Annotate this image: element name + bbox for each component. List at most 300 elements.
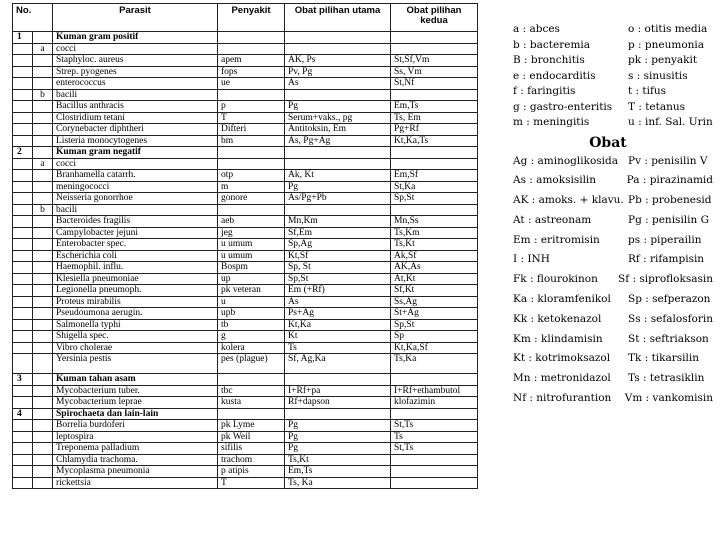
drug-code-entry-left: Em : eritromisin — [513, 233, 600, 246]
cell-second-drug: Ts,Ka — [391, 354, 478, 374]
disease-code-entry-left: b : bacteremia — [513, 38, 591, 51]
table-row — [13, 147, 478, 159]
cell-disease: gonore — [218, 193, 285, 205]
cell-second-drug: Ts,Kt — [391, 239, 478, 251]
table-row — [13, 354, 478, 374]
table-row — [13, 285, 478, 297]
drug-code-entry-right: Ts : tetrasiklin — [628, 372, 705, 385]
cell-parasite: Kuman gram negatif — [53, 147, 218, 159]
cell-number — [13, 250, 33, 262]
cell-parasite: Legionella pneumoph. — [53, 285, 218, 297]
table-row — [13, 55, 478, 67]
cell-subgroup — [33, 170, 53, 182]
table-row — [13, 273, 478, 285]
cell-second-drug: Sp,St — [391, 319, 478, 331]
cell-disease: jeg — [218, 227, 285, 239]
drug-code-list — [513, 154, 713, 411]
drug-code-entry — [513, 193, 713, 213]
cell-number — [13, 193, 33, 205]
drug-code-entry — [513, 292, 713, 312]
cell-second-drug — [391, 466, 478, 478]
table-row — [13, 374, 478, 386]
cell-number — [13, 262, 33, 274]
cell-subgroup — [33, 135, 53, 147]
cell-disease: bm — [218, 135, 285, 147]
table-row — [13, 342, 478, 354]
drug-code-entry-right: Sf : siprofloksasin — [618, 273, 713, 286]
cell-subgroup — [33, 227, 53, 239]
cell-main-drug: Ts, Ka — [285, 477, 391, 489]
cell-number — [13, 239, 33, 251]
table-row — [13, 319, 478, 331]
cell-second-drug — [391, 89, 478, 101]
header-disease: Penyakit — [218, 4, 285, 32]
disease-code-entry-right: u : inf. Sal. Urin — [628, 116, 713, 128]
table-row — [13, 262, 478, 274]
cell-disease: pes (plague) — [218, 354, 285, 374]
cell-disease — [218, 374, 285, 386]
cell-subgroup — [33, 385, 53, 397]
cell-subgroup — [33, 397, 53, 409]
cell-disease: pk Lyme — [218, 420, 285, 432]
cell-disease — [218, 89, 285, 101]
cell-subgroup — [33, 124, 53, 136]
disease-code-entry-left: m : meningitis — [513, 116, 590, 128]
cell-disease: tb — [218, 319, 285, 331]
cell-disease: upb — [218, 308, 285, 320]
drug-code-entry-right: Pb : probenesid — [628, 194, 712, 207]
cell-subgroup — [33, 319, 53, 331]
drug-code-entry-left: Ag : aminoglikosida — [513, 154, 619, 167]
cell-main-drug: Ps+Ag — [285, 308, 391, 320]
drug-code-entry-right: St : seftriakson — [628, 332, 709, 345]
cell-number — [13, 397, 33, 409]
cell-second-drug: I+Rf+ethambutol — [391, 385, 478, 397]
cell-number — [13, 431, 33, 443]
cell-number: 2 — [13, 147, 33, 159]
cell-parasite: bacili — [53, 89, 218, 101]
cell-second-drug — [391, 454, 478, 466]
cell-main-drug: Em (+Rf) — [285, 285, 391, 297]
drug-code-entry — [513, 252, 713, 272]
drug-code-entry — [513, 213, 713, 233]
cell-disease: fops — [218, 66, 285, 78]
cell-subgroup — [33, 443, 53, 455]
drug-code-entry-left: At : astreonam — [513, 213, 592, 226]
cell-disease: up — [218, 273, 285, 285]
cell-subgroup — [33, 273, 53, 285]
cell-number — [13, 331, 33, 343]
cell-parasite: Chlamydia trachoma. — [53, 454, 218, 466]
table-row — [13, 135, 478, 147]
cell-disease: T — [218, 112, 285, 124]
cell-subgroup — [33, 181, 53, 193]
cell-second-drug: AK,As — [391, 262, 478, 274]
table-row — [13, 408, 478, 420]
table-row — [13, 385, 478, 397]
cell-parasite: Mycobacterium leprae — [53, 397, 218, 409]
cell-disease: pk veteran — [218, 285, 285, 297]
cell-number — [13, 443, 33, 455]
cell-disease: m — [218, 181, 285, 193]
cell-main-drug: AK, Ps — [285, 55, 391, 67]
cell-subgroup: b — [33, 89, 53, 101]
cell-main-drug: As, Pg+Ag — [285, 135, 391, 147]
cell-number — [13, 319, 33, 331]
cell-parasite: Listeria monocytogenes — [53, 135, 218, 147]
cell-number — [13, 466, 33, 478]
cell-number — [13, 342, 33, 354]
cell-disease: kusta — [218, 397, 285, 409]
cell-subgroup — [33, 32, 53, 44]
cell-second-drug: Kt,Ka,Sf — [391, 342, 478, 354]
drug-code-entry — [513, 371, 713, 391]
table-row — [13, 466, 478, 478]
cell-second-drug — [391, 147, 478, 159]
cell-number — [13, 124, 33, 136]
cell-second-drug: Ts, Em — [391, 112, 478, 124]
cell-number — [13, 135, 33, 147]
drug-code-entry-left: I : INH — [513, 253, 550, 266]
table-row — [13, 112, 478, 124]
cell-subgroup — [33, 331, 53, 343]
cell-parasite: Branhamella catarrh. — [53, 170, 218, 182]
cell-main-drug: Sf, Ag,Ka — [285, 354, 391, 374]
disease-code-entry-left: e : endocarditis — [513, 69, 596, 82]
cell-main-drug — [285, 89, 391, 101]
cell-parasite: Corynebacter diphtheri — [53, 124, 218, 136]
cell-number — [13, 78, 33, 90]
cell-subgroup — [33, 354, 53, 374]
cell-second-drug: St+Ag — [391, 308, 478, 320]
drug-code-entry-left: Kk : ketokenazol — [513, 312, 602, 325]
cell-disease — [218, 408, 285, 420]
cell-subgroup: b — [33, 204, 53, 216]
table-row — [13, 397, 478, 409]
cell-second-drug — [391, 408, 478, 420]
cell-second-drug: St,Sf,Vm — [391, 55, 478, 67]
cell-second-drug: Ts — [391, 431, 478, 443]
cell-second-drug: Em,Ts — [391, 101, 478, 113]
cell-second-drug: Mn,Ss — [391, 216, 478, 228]
cell-parasite: cocci — [53, 43, 218, 55]
table-row — [13, 181, 478, 193]
cell-subgroup — [33, 78, 53, 90]
cell-second-drug: klofazimin — [391, 397, 478, 409]
cell-subgroup — [33, 193, 53, 205]
cell-parasite: Salmonella typhi — [53, 319, 218, 331]
cell-second-drug — [391, 43, 478, 55]
cell-parasite: Escherichia coli — [53, 250, 218, 262]
cell-number — [13, 101, 33, 113]
cell-second-drug — [391, 158, 478, 170]
drug-code-entry-left: AK : amoks. + klavu. — [513, 194, 624, 207]
cell-main-drug: Rf+dapson — [285, 397, 391, 409]
cell-subgroup — [33, 308, 53, 320]
cell-subgroup — [33, 262, 53, 274]
cell-main-drug: Pg — [285, 431, 391, 443]
cell-subgroup — [33, 239, 53, 251]
table-row — [13, 89, 478, 101]
cell-disease — [218, 158, 285, 170]
disease-code-entry-right: o : otitis media — [628, 23, 708, 35]
cell-disease: sifilis — [218, 443, 285, 455]
disease-code-entry — [513, 70, 713, 86]
cell-second-drug: St,Ts — [391, 420, 478, 432]
cell-number — [13, 385, 33, 397]
table-row — [13, 239, 478, 251]
cell-main-drug — [285, 408, 391, 420]
cell-main-drug — [285, 204, 391, 216]
table-row — [13, 227, 478, 239]
cell-parasite: Haemophil. influ. — [53, 262, 218, 274]
drug-code-entry — [513, 233, 713, 253]
cell-second-drug — [391, 374, 478, 386]
cell-subgroup — [33, 101, 53, 113]
cell-disease: otp — [218, 170, 285, 182]
cell-disease: trachom — [218, 454, 285, 466]
cell-number — [13, 420, 33, 432]
cell-parasite: leptospira — [53, 431, 218, 443]
cell-second-drug — [391, 477, 478, 489]
cell-second-drug: Kt,Ka,Ts — [391, 135, 478, 147]
cell-number: 1 — [13, 32, 33, 44]
cell-disease: kolera — [218, 342, 285, 354]
cell-parasite: Neisseria gonorrhoe — [53, 193, 218, 205]
cell-number — [13, 354, 33, 374]
cell-main-drug — [285, 32, 391, 44]
table-row — [13, 66, 478, 78]
disease-code-entry — [513, 101, 713, 117]
drug-code-entry-right: Sp : sefperazon — [628, 293, 711, 306]
cell-main-drug: Pg — [285, 181, 391, 193]
cell-main-drug: Sp,St — [285, 273, 391, 285]
disease-code-entry-right: p : pneumonia — [628, 38, 705, 51]
drug-code-entry — [513, 332, 713, 352]
cell-parasite: Mycoplasma pneumonia — [53, 466, 218, 478]
cell-disease: p atipis — [218, 466, 285, 478]
header-second-drug: Obat pilihan kedua — [391, 4, 478, 32]
cell-parasite: Mycobacterium tuber. — [53, 385, 218, 397]
disease-code-entry — [513, 54, 713, 70]
cell-number — [13, 216, 33, 228]
cell-main-drug — [285, 158, 391, 170]
cell-subgroup — [33, 55, 53, 67]
cell-main-drug: Kt,Sf — [285, 250, 391, 262]
cell-parasite: Staphyloc. aureus — [53, 55, 218, 67]
cell-subgroup: a — [33, 43, 53, 55]
table-row — [13, 78, 478, 90]
cell-second-drug: Em,Sf — [391, 170, 478, 182]
header-parasite: Parasit — [53, 4, 218, 32]
cell-parasite: Campylobacter jejuni — [53, 227, 218, 239]
cell-main-drug: Kt,Ka — [285, 319, 391, 331]
cell-main-drug: Mn,Km — [285, 216, 391, 228]
disease-code-entry-left: a : abces — [513, 23, 560, 35]
cell-disease — [218, 43, 285, 55]
cell-disease: Difteri — [218, 124, 285, 136]
cell-subgroup: a — [33, 158, 53, 170]
cell-parasite: Enterobacter spec. — [53, 239, 218, 251]
drug-code-entry-left: Ka : kloramfenikol — [513, 293, 611, 306]
table-row — [13, 296, 478, 308]
cell-subgroup — [33, 466, 53, 478]
cell-number — [13, 66, 33, 78]
cell-number — [13, 89, 33, 101]
cell-disease: g — [218, 331, 285, 343]
cell-disease: u umum — [218, 250, 285, 262]
cell-main-drug: Sp, St — [285, 262, 391, 274]
disease-code-list — [513, 23, 713, 132]
cell-second-drug: Ak,Sf — [391, 250, 478, 262]
cell-number — [13, 227, 33, 239]
disease-code-entry-right: t : tifus — [628, 85, 667, 97]
table-body — [13, 32, 478, 489]
drug-code-entry-left: Km : klindamisin — [513, 332, 603, 345]
cell-main-drug — [285, 43, 391, 55]
cell-disease: T — [218, 477, 285, 489]
disease-code-entry-left: g : gastro-enteritis — [513, 100, 613, 113]
cell-parasite: Vibro cholerae — [53, 342, 218, 354]
cell-main-drug: Ts — [285, 342, 391, 354]
cell-number: 4 — [13, 408, 33, 420]
cell-main-drug: As/Pg+Pb — [285, 193, 391, 205]
drug-code-entry — [513, 272, 713, 292]
cell-parasite: Klesiella pneumoniae — [53, 273, 218, 285]
cell-number — [13, 55, 33, 67]
cell-disease: u umum — [218, 239, 285, 251]
cell-subgroup — [33, 285, 53, 297]
cell-disease — [218, 32, 285, 44]
cell-parasite: Treponema palladium — [53, 443, 218, 455]
cell-main-drug: Pg — [285, 420, 391, 432]
disease-code-entry — [513, 116, 713, 132]
cell-parasite: Pseudoumona aerugin. — [53, 308, 218, 320]
drug-code-entry-left: As : amoksisilin — [513, 174, 597, 187]
cell-second-drug: Sp,St — [391, 193, 478, 205]
disease-code-entry-right: s : sinusitis — [628, 69, 688, 82]
cell-main-drug: Em,Ts — [285, 466, 391, 478]
cell-second-drug: Ts,Km — [391, 227, 478, 239]
cell-main-drug: As — [285, 296, 391, 308]
cell-number — [13, 112, 33, 124]
cell-disease: aeb — [218, 216, 285, 228]
cell-parasite: Bacillus anthracis — [53, 101, 218, 113]
table-row — [13, 101, 478, 113]
cell-second-drug: Ss,Ag — [391, 296, 478, 308]
cell-subgroup — [33, 250, 53, 262]
table-row — [13, 216, 478, 228]
cell-main-drug: Ak, Kt — [285, 170, 391, 182]
drug-code-entry — [513, 351, 713, 371]
cell-number — [13, 204, 33, 216]
drug-code-entry-right: Pg : penisilin G — [628, 213, 710, 226]
cell-parasite: cocci — [53, 158, 218, 170]
cell-main-drug: Serum+vaks., pg — [285, 112, 391, 124]
table-row — [13, 477, 478, 489]
drug-code-entry-left: Kt : kotrimoksazol — [513, 352, 611, 365]
cell-disease — [218, 147, 285, 159]
cell-second-drug: At,Kt — [391, 273, 478, 285]
cell-subgroup — [33, 431, 53, 443]
cell-second-drug: St,Ts — [391, 443, 478, 455]
cell-parasite: Borrelia burdoferi — [53, 420, 218, 432]
cell-disease — [218, 204, 285, 216]
disease-code-entry — [513, 85, 713, 101]
cell-second-drug: Pg+Rf — [391, 124, 478, 136]
drug-code-entry-right: Ss : sefalosforin — [628, 312, 713, 325]
drug-code-entry-left: Mn : metronidazol — [513, 372, 611, 385]
cell-second-drug: Sf,Kt — [391, 285, 478, 297]
cell-main-drug: Pg — [285, 443, 391, 455]
drug-code-entry — [513, 391, 713, 411]
cell-parasite: enterococcus — [53, 78, 218, 90]
table-row — [13, 443, 478, 455]
table-row — [13, 158, 478, 170]
table-header-row — [13, 4, 478, 32]
table-row — [13, 420, 478, 432]
cell-parasite: Strep. pyogenes — [53, 66, 218, 78]
cell-disease: u — [218, 296, 285, 308]
cell-second-drug: St,Ka — [391, 181, 478, 193]
abbreviation-legend — [513, 23, 713, 411]
table-row — [13, 454, 478, 466]
cell-number — [13, 158, 33, 170]
cell-subgroup — [33, 342, 53, 354]
cell-disease: tbc — [218, 385, 285, 397]
cell-number — [13, 181, 33, 193]
drug-code-entry — [513, 173, 713, 193]
cell-subgroup — [33, 374, 53, 386]
cell-main-drug — [285, 374, 391, 386]
cell-main-drug: Kt — [285, 331, 391, 343]
table-row — [13, 193, 478, 205]
cell-number — [13, 273, 33, 285]
parasite-drug-table-container — [12, 3, 477, 489]
table-row — [13, 204, 478, 216]
cell-second-drug: Ss, Vm — [391, 66, 478, 78]
cell-main-drug: Pv, Pg — [285, 66, 391, 78]
cell-parasite: Spirochaeta dan lain-lain — [53, 408, 218, 420]
cell-number — [13, 43, 33, 55]
parasite-drug-table — [12, 3, 478, 489]
cell-main-drug: Pg — [285, 101, 391, 113]
cell-subgroup — [33, 112, 53, 124]
cell-subgroup — [33, 147, 53, 159]
drug-code-entry-right: Rf : rifampisin — [628, 253, 705, 266]
cell-main-drug: Ts,Kt — [285, 454, 391, 466]
drug-legend-heading: Obat — [589, 134, 627, 151]
cell-number — [13, 308, 33, 320]
cell-main-drug: As — [285, 78, 391, 90]
cell-disease: Bospm — [218, 262, 285, 274]
cell-second-drug — [391, 204, 478, 216]
cell-second-drug: Sp — [391, 331, 478, 343]
table-row — [13, 170, 478, 182]
table-row — [13, 250, 478, 262]
disease-code-entry — [513, 39, 713, 55]
drug-code-entry-right: Vm : vankomisin — [624, 392, 713, 405]
cell-second-drug: St,Nf — [391, 78, 478, 90]
cell-parasite: Shigella spec. — [53, 331, 218, 343]
disease-code-entry-right: T : tetanus — [628, 100, 686, 113]
cell-main-drug: Sf,Em — [285, 227, 391, 239]
cell-parasite: Kuman gram positif — [53, 32, 218, 44]
cell-parasite: rickettsia — [53, 477, 218, 489]
table-row — [13, 124, 478, 136]
drug-code-entry-right: ps : piperailin — [628, 233, 702, 246]
cell-parasite: Bacteroides fragilis — [53, 216, 218, 228]
